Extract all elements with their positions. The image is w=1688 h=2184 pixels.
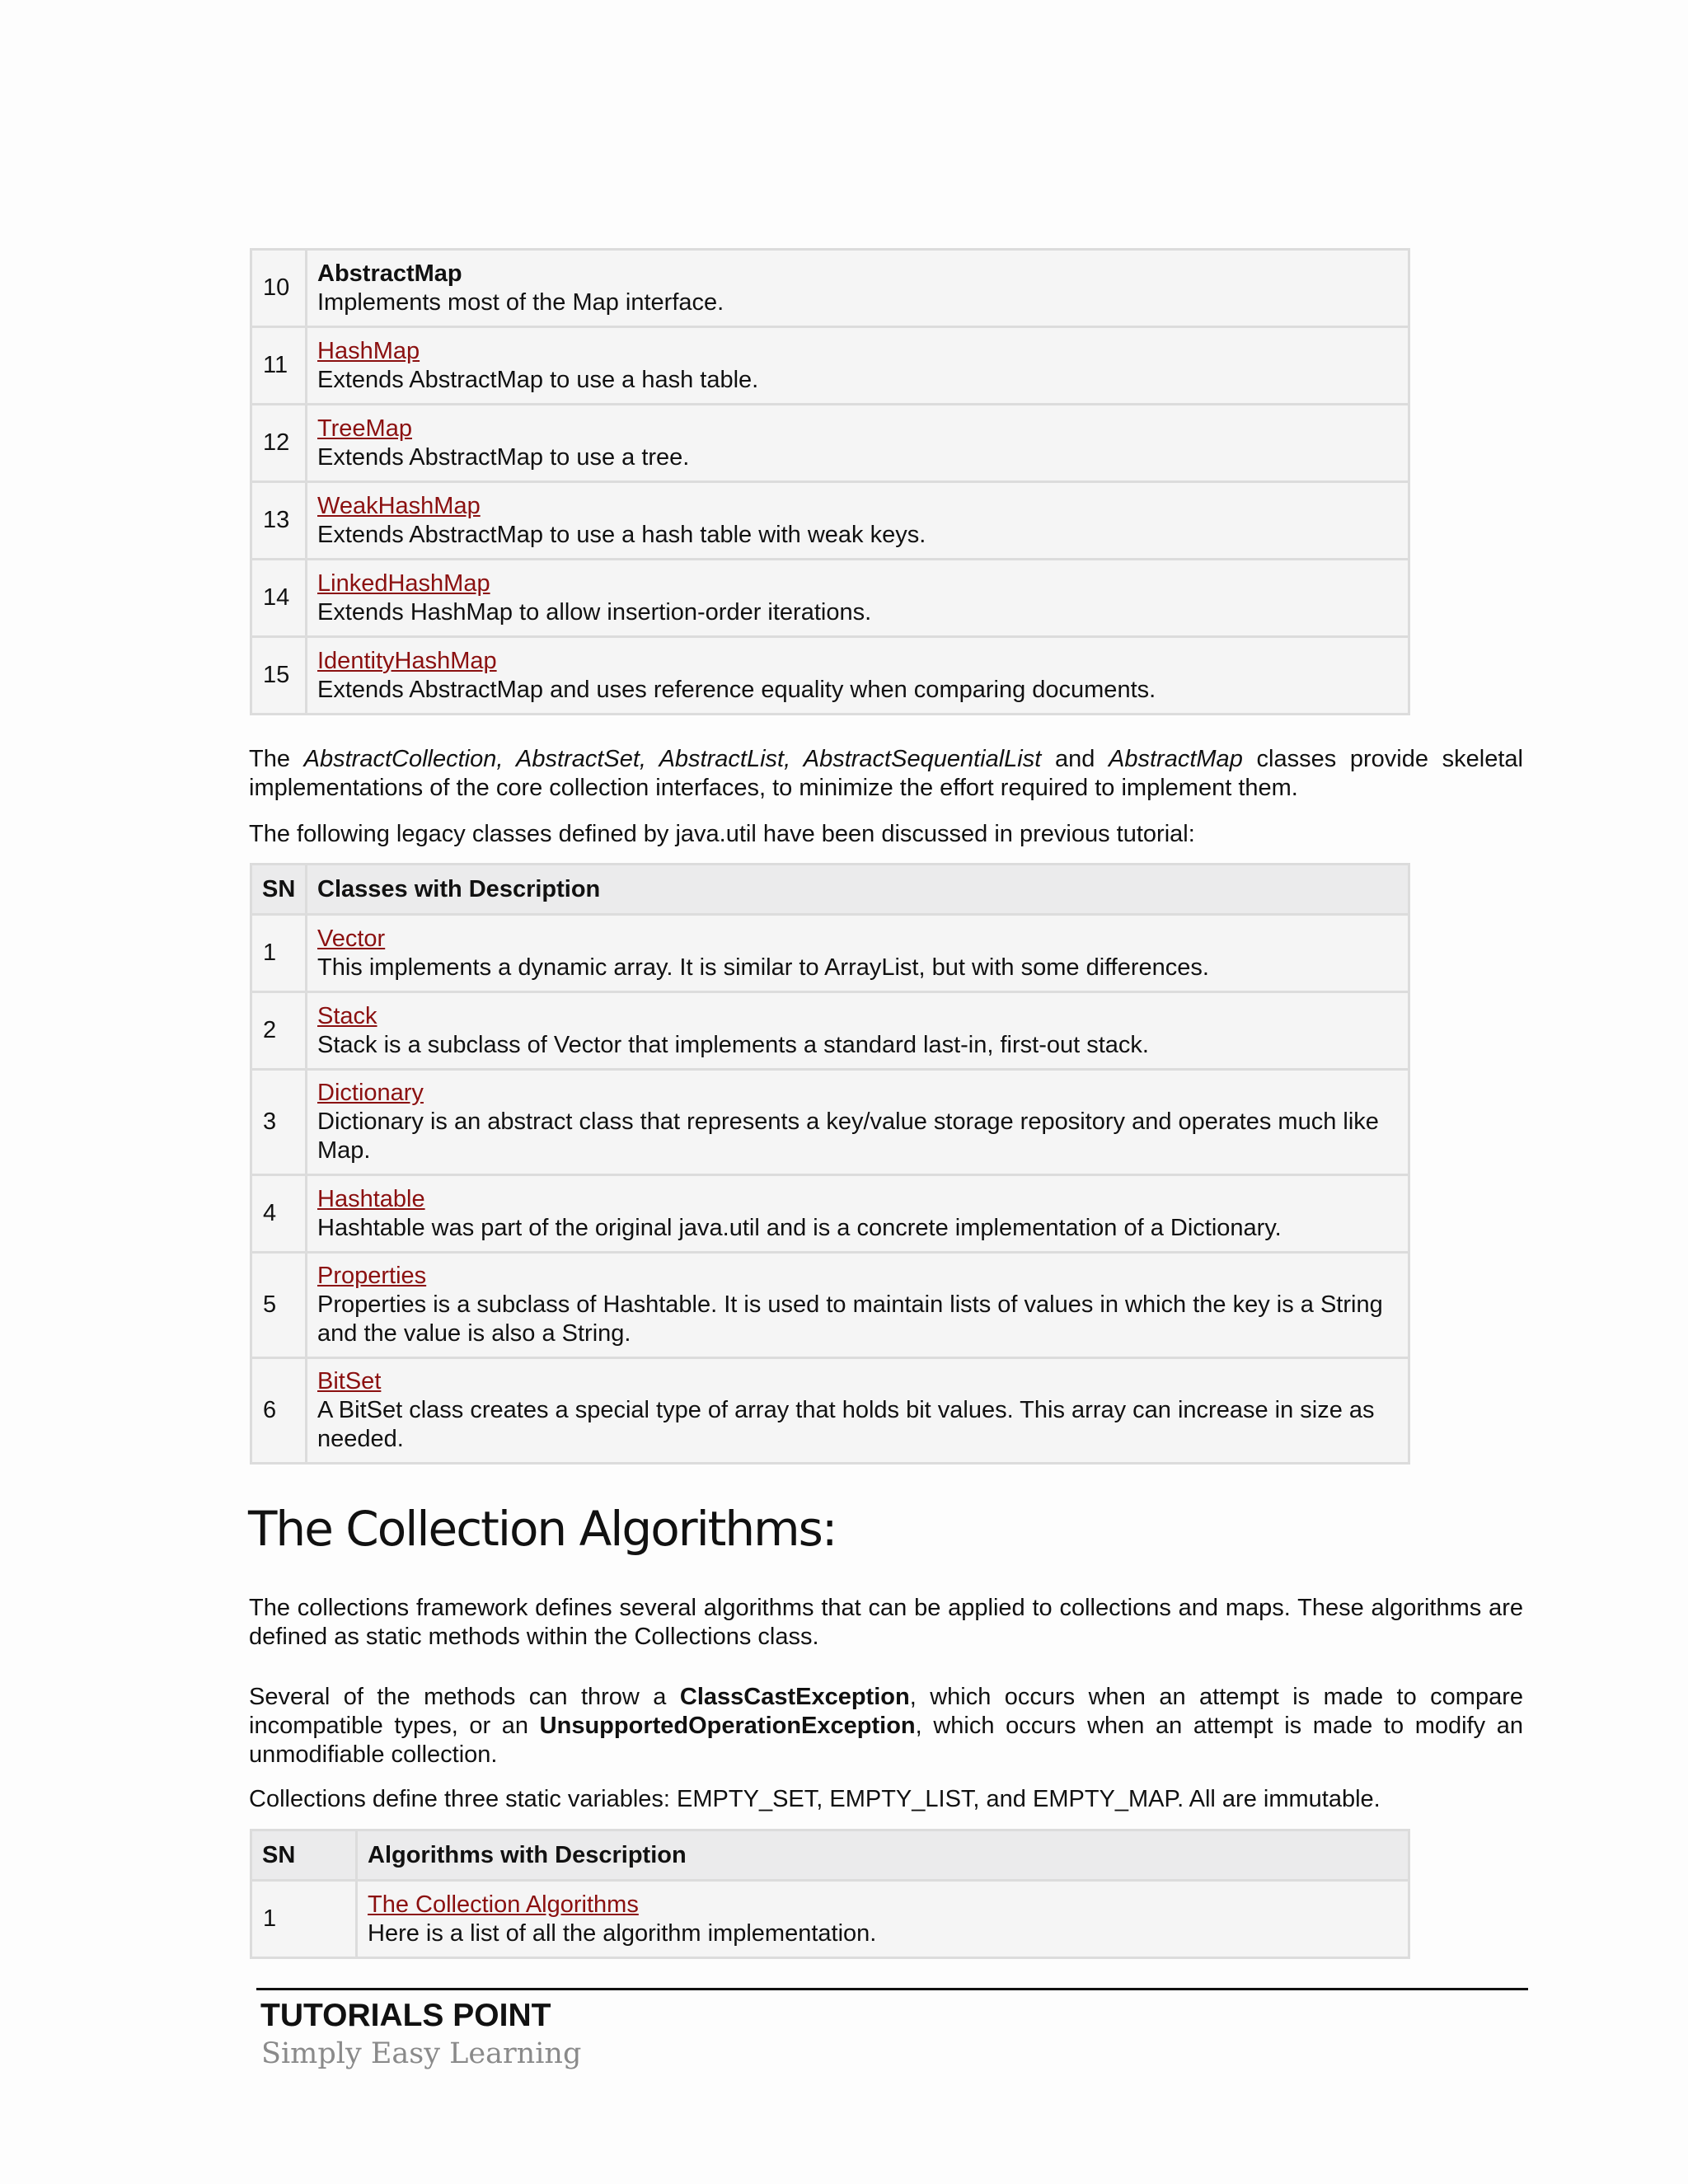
- row-number: 12: [251, 405, 307, 482]
- class-cell: [307, 915, 1409, 992]
- class-description: This implements a dynamic array. It is similar to ArrayList, but with some differences.: [317, 954, 1209, 981]
- row-number: 13: [251, 482, 307, 560]
- class-cell: [307, 637, 1409, 715]
- identityhashmap-link[interactable]: IdentityHashMap: [317, 647, 497, 674]
- class-description: Dictionary is an abstract class that represents a key/value storage repository and operates much like Map.: [317, 1108, 1379, 1164]
- class-description: Stack is a subclass of Vector that implements a standard last-in, first-out stack.: [317, 1031, 1149, 1058]
- section-heading: The Collection Algorithms:: [248, 1501, 837, 1557]
- table-header-row: [251, 865, 1409, 915]
- row-number: 14: [251, 560, 307, 637]
- weakhashmap-link[interactable]: WeakHashMap: [317, 492, 481, 519]
- table-header-row: [251, 1830, 1409, 1881]
- classcastexception-term: ClassCastException: [679, 1684, 910, 1710]
- header-description: Classes with Description: [307, 865, 1409, 915]
- footer-tagline: Simply Easy Learning: [261, 2037, 582, 2070]
- footer-divider: [256, 1988, 1528, 1990]
- static-variables-paragraph: Collections define three static variables: EMPTY_SET, EMPTY_LIST, and EMPTY_MAP. All are immutable.: [249, 1786, 1381, 1812]
- linkedhashmap-link[interactable]: LinkedHashMap: [317, 569, 490, 597]
- header-description: Algorithms with Description: [357, 1830, 1409, 1881]
- algorithms-table: [250, 1829, 1410, 1959]
- treemap-link[interactable]: TreeMap: [317, 415, 412, 442]
- table-row: [251, 560, 1409, 637]
- class-cell: [307, 992, 1409, 1070]
- class-description: A BitSet class creates a special type of array that holds bit values. This array can increase in size as needed.: [317, 1397, 1375, 1452]
- class-description: Extends AbstractMap to use a tree.: [317, 443, 690, 471]
- legacy-intro-paragraph: The following legacy classes defined by java.util have been discussed in previous tutorial:: [249, 821, 1195, 847]
- table-row: [251, 1070, 1409, 1175]
- properties-link[interactable]: Properties: [317, 1263, 427, 1289]
- algorithm-description: Here is a list of all the algorithm implementation.: [368, 1919, 877, 1947]
- table-row: [251, 327, 1409, 405]
- table-row: [251, 637, 1409, 715]
- table-row: [251, 405, 1409, 482]
- table-row: [251, 1358, 1409, 1464]
- row-number: 15: [251, 637, 307, 715]
- row-number: 1: [251, 1881, 357, 1958]
- class-cell: [307, 327, 1409, 405]
- row-number: 10: [251, 250, 307, 327]
- class-cell: [307, 1358, 1409, 1464]
- class-description: Extends AbstractMap to use a hash table.: [317, 366, 759, 393]
- algorithm-cell: [357, 1881, 1409, 1958]
- class-cell: [307, 482, 1409, 560]
- hashtable-link[interactable]: Hashtable: [317, 1185, 425, 1212]
- algorithms-paragraph: The collections framework defines several algorithms that can be applied to collections and maps. These algorithms are defined as static methods within the Collections class.: [249, 1595, 1523, 1650]
- table-row: [251, 1881, 1409, 1958]
- footer-brand: TUTORIALS POINT: [260, 1998, 551, 2033]
- class-description: Hashtable was part of the original java.util and is a concrete implementation of a Dictionary.: [317, 1214, 1282, 1241]
- collection-algorithms-link[interactable]: The Collection Algorithms: [368, 1891, 639, 1918]
- table-row: [251, 1175, 1409, 1253]
- abstract-classes-list: AbstractCollection, AbstractSet, AbstractList, AbstractSequentialList: [303, 746, 1042, 772]
- class-cell: [307, 1253, 1409, 1358]
- abstract-classes-paragraph: The AbstractCollection, AbstractSet, AbstractList, AbstractSequentialList and AbstractMap classes provide skeletal implementations of the core collection interfaces, to minimize the effort required to implement them.: [249, 746, 1523, 801]
- abstractmap-term: AbstractMap: [1109, 746, 1243, 772]
- unsupportedoperationexception-term: UnsupportedOperationException: [539, 1713, 916, 1739]
- dictionary-link[interactable]: Dictionary: [317, 1080, 424, 1106]
- table-row: [251, 1253, 1409, 1358]
- row-number: 2: [251, 992, 307, 1070]
- class-description: Extends AbstractMap to use a hash table with weak keys.: [317, 521, 926, 548]
- row-number: 3: [251, 1070, 307, 1175]
- class-description: Properties is a subclass of Hashtable. It is used to maintain lists of values in which the key is a String and the value is also a String.: [317, 1291, 1383, 1347]
- table-row: [251, 482, 1409, 560]
- row-number: 11: [251, 327, 307, 405]
- row-number: 4: [251, 1175, 307, 1253]
- map-classes-table: [250, 248, 1410, 715]
- exceptions-paragraph: Several of the methods can throw a ClassCastException, which occurs when an attempt is made to compare incompatible types, or an UnsupportedOperationException, which occurs when an attempt is made to modify an unmodifiable collection.: [249, 1684, 1523, 1768]
- class-name-abstractmap: AbstractMap: [317, 260, 462, 287]
- table-row: [251, 915, 1409, 992]
- class-cell: [307, 1070, 1409, 1175]
- class-cell: [307, 1175, 1409, 1253]
- class-cell: [307, 405, 1409, 482]
- table-row: [251, 250, 1409, 327]
- vector-link[interactable]: Vector: [317, 925, 386, 952]
- row-number: 5: [251, 1253, 307, 1358]
- row-number: 6: [251, 1358, 307, 1464]
- row-number: 1: [251, 915, 307, 992]
- class-cell: [307, 250, 1409, 327]
- bitset-link[interactable]: BitSet: [317, 1368, 382, 1394]
- table-row: [251, 992, 1409, 1070]
- class-cell: [307, 560, 1409, 637]
- legacy-classes-table: [250, 863, 1410, 1465]
- class-description: Implements most of the Map interface.: [317, 288, 724, 316]
- class-description: Extends AbstractMap and uses reference equality when comparing documents.: [317, 676, 1156, 703]
- header-sn: SN: [251, 865, 307, 915]
- class-description: Extends HashMap to allow insertion-order iterations.: [317, 598, 872, 626]
- hashmap-link[interactable]: HashMap: [317, 337, 420, 364]
- stack-link[interactable]: Stack: [317, 1002, 377, 1029]
- header-sn: SN: [251, 1830, 357, 1881]
